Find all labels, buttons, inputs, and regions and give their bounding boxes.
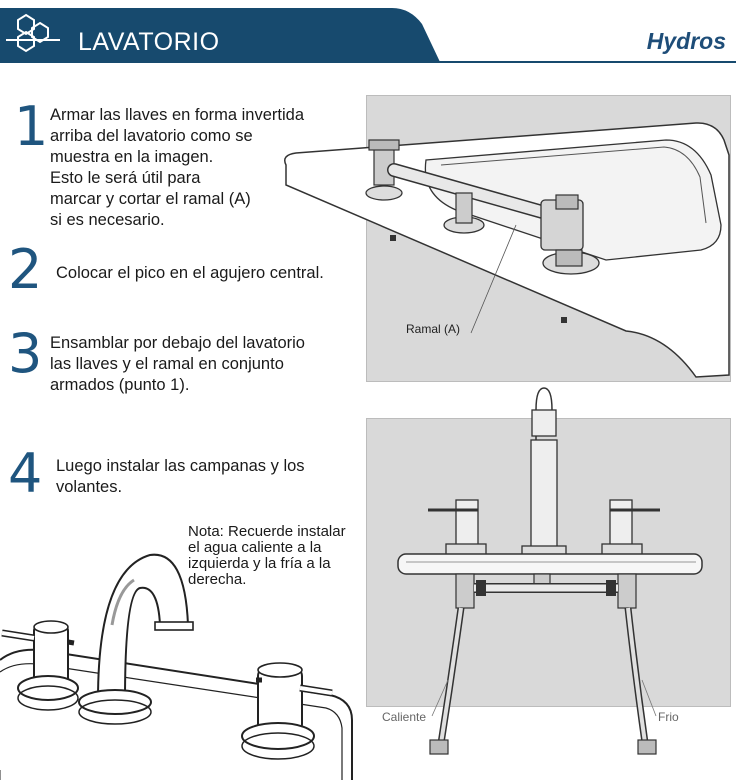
step-3-text: Ensamblar por debajo del lavatorio las llaves y el ramal en conjunto armados (punto 1).: [50, 334, 305, 394]
installation-note: Nota: Recuerde instalar el agua caliente a la izquierda y la fría a la derecha.: [188, 523, 346, 588]
step-4-number: 4: [8, 442, 43, 505]
step-4-text: Luego instalar las campanas y los volantes.: [56, 457, 305, 496]
figure-top-drawing: [366, 95, 729, 380]
step-1-number: 1: [14, 95, 49, 158]
faucet-closeup-drawing: [0, 530, 365, 780]
step-2-text: Colocar el pico en el agujero central.: [56, 264, 324, 282]
cold-water-label: Frio: [658, 710, 679, 724]
ramal-label: Ramal (A): [406, 322, 461, 336]
page-title: LAVATORIO: [78, 28, 220, 56]
step-3-number: 3: [8, 322, 43, 385]
brand-logo: Hydros: [646, 28, 726, 54]
step-2-number: 2: [8, 238, 43, 301]
hot-water-label: Caliente: [382, 710, 427, 724]
step-1-text: Armar las llaves en forma invertida arriba del lavatorio como se muestra en la imagen. Esto le será útil para marcar y cortar el ramal (A) si es necesario.: [50, 106, 305, 229]
